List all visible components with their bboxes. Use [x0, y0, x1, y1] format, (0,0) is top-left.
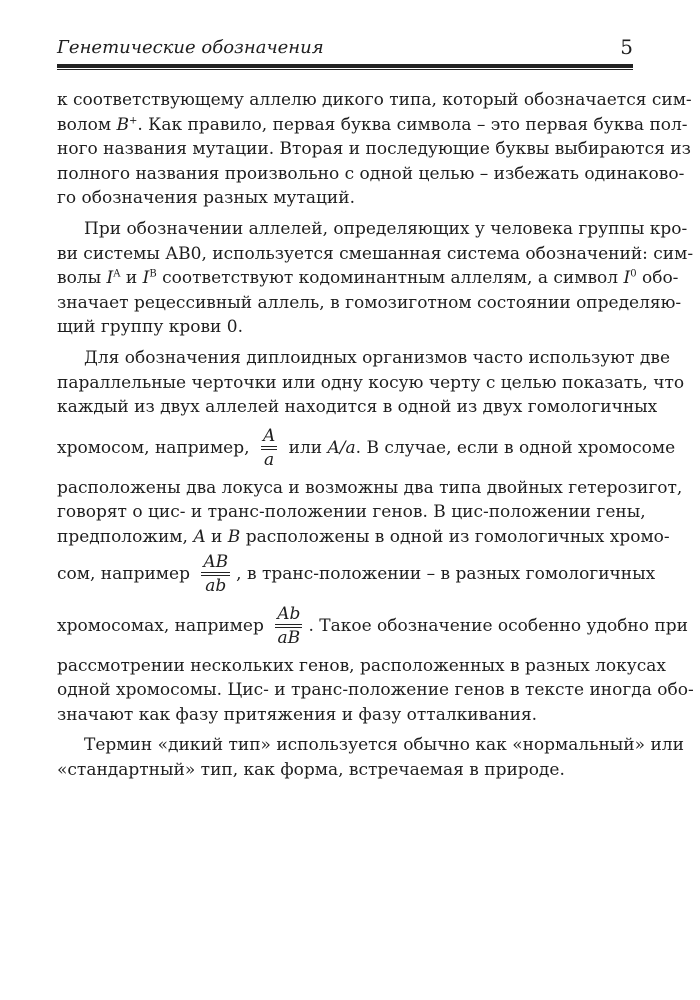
- fraction-numerator: A: [262, 426, 276, 447]
- paragraph-3: [57, 346, 694, 727]
- text-span: . Как правило, первая буква символа – это первая буква пол-: [137, 114, 688, 135]
- symbol-sup: 0: [630, 268, 637, 280]
- text-span: волы: [57, 268, 102, 289]
- symbol-i0: [623, 268, 636, 288]
- slash-notation: A/a: [327, 437, 356, 458]
- header-title: Генетические обозначения: [57, 37, 324, 58]
- text-line: значает рецессивный аллель, в гомозиготном состоянии определяю-: [57, 292, 682, 313]
- fraction-denominator: ab: [205, 576, 227, 596]
- text-line: [57, 266, 679, 291]
- text-line: При обозначении аллелей, определяющих у человека группы кро-: [84, 218, 688, 239]
- page-number: 5: [620, 35, 633, 59]
- header-rule: [57, 64, 633, 70]
- symbol-i: I: [142, 268, 150, 289]
- text-line: го обозначения разных мутаций.: [57, 188, 355, 209]
- text-line: [57, 525, 670, 550]
- text-span: или: [288, 437, 323, 458]
- text-line: говорят о цис- и транс-положении генов. В цис-положении гены,: [57, 502, 646, 523]
- fraction-numerator: Ab: [277, 604, 301, 624]
- body-text: [57, 88, 694, 782]
- text-line: расположены два локуса и возможны два типа двойных гетерозигот,: [57, 477, 683, 498]
- text-span: . В случае, если в одной хромосоме: [355, 437, 676, 458]
- fraction-ab-over-ab-trans: [275, 604, 302, 648]
- text-line: к соответствующему аллелю дикого типа, который обозначается сим-: [57, 90, 692, 110]
- fraction-denominator: a: [264, 450, 275, 471]
- symbol-i: I: [106, 268, 114, 289]
- symbol-ia: [107, 268, 121, 288]
- paragraph-1: [57, 88, 692, 211]
- paragraph-4: [57, 733, 684, 782]
- text-line: Для обозначения диплоидных организмов часто используют две: [84, 347, 671, 368]
- symbol-sup: B: [149, 268, 157, 280]
- symbol-sup: +: [128, 114, 138, 126]
- text-line: [57, 420, 676, 476]
- text-line: ного названия мутации. Вторая и последующие буквы выбираются из: [57, 139, 691, 160]
- symbol-sup: A: [113, 268, 121, 280]
- text-line: [57, 598, 688, 654]
- text-span: и: [125, 268, 138, 289]
- text-line: каждый из двух аллелей находится в одной из двух гомологичных: [57, 397, 658, 418]
- text-span: , в транс-положении – в разных гомологичных: [236, 563, 656, 584]
- text-line: рассмотрении нескольких генов, расположенных в разных локусах: [57, 655, 666, 676]
- fraction-ab-over-ab: [201, 552, 230, 596]
- running-header: [57, 35, 633, 61]
- text-span: соответствуют кодоминантным аллелям, а символ: [162, 268, 619, 289]
- symbol-b: B: [227, 526, 241, 547]
- text-line: щий группу крови 0.: [57, 317, 243, 338]
- text-span: хромосом, например,: [57, 437, 250, 458]
- text-line: [57, 550, 656, 598]
- text-line: полного названия произвольно с одной целью – избежать одинаково-: [57, 163, 685, 184]
- text-span: . Такое обозначение особенно удобно при: [308, 615, 688, 636]
- text-line: Термин «дикий тип» используется обычно как «нормальный» или: [84, 735, 684, 756]
- text-span: предположим,: [57, 526, 188, 547]
- text-span: волом: [57, 114, 112, 135]
- text-line: параллельные черточки или одну косую черту с целью показать, что: [57, 372, 685, 393]
- symbol-a: A: [193, 526, 206, 547]
- text-line: одной хромосомы. Цис- и транс-положение генов в тексте иногда обо-: [57, 680, 694, 701]
- symbol-b: B: [116, 114, 129, 135]
- fraction-numerator: AB: [203, 552, 229, 572]
- text-span: сом, например: [57, 563, 190, 584]
- paragraph-2: [57, 217, 694, 340]
- text-span: расположены в одной из гомологичных хромо-: [245, 526, 670, 547]
- text-line: ви системы АВ0, используется смешанная система обозначений: сим-: [57, 243, 694, 264]
- fraction-a-over-a: [261, 426, 277, 470]
- text-line: значают как фазу притяжения и фазу отталкивания.: [57, 704, 538, 725]
- symbol-i: I: [623, 268, 631, 289]
- text-line: «стандартный» тип, как форма, встречаемая в природе.: [57, 759, 565, 780]
- symbol-ib: [143, 268, 157, 288]
- text-line: [57, 113, 688, 138]
- text-span: хромосомах, например: [57, 615, 264, 636]
- fraction-denominator: aB: [277, 628, 301, 648]
- text-span: обо-: [641, 268, 679, 289]
- text-span: и: [211, 526, 223, 547]
